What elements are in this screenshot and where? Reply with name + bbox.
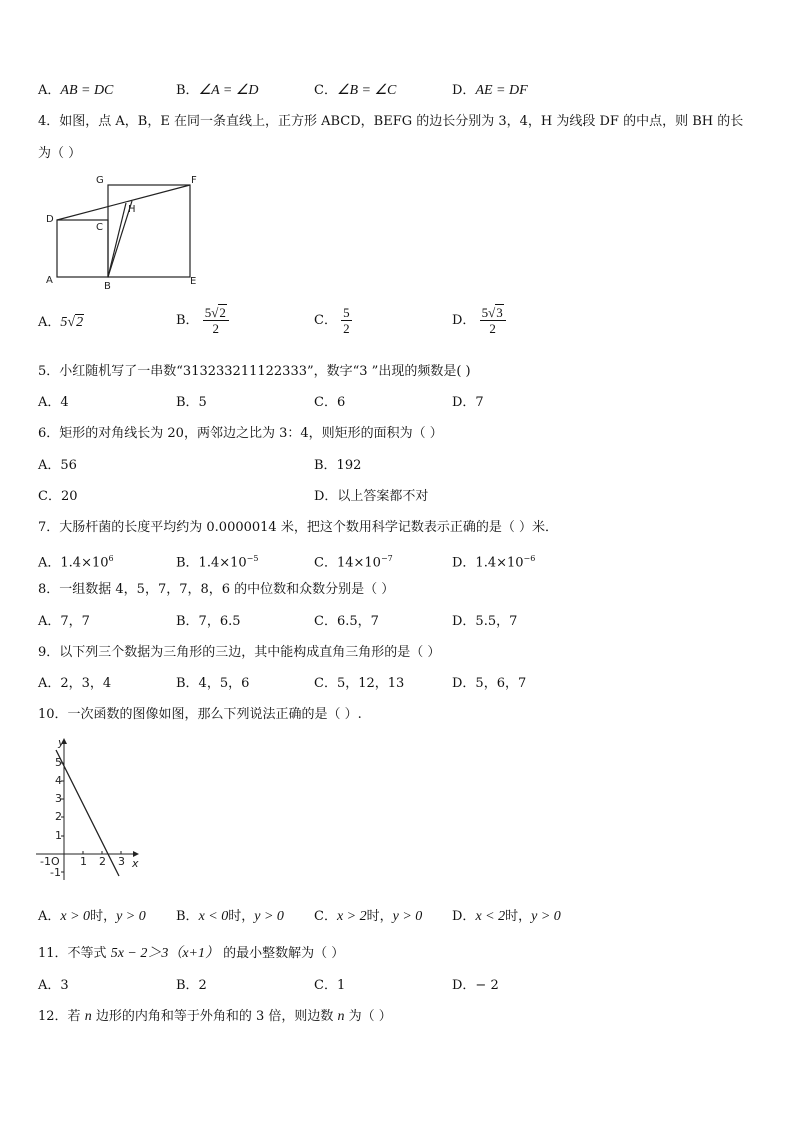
q7-option-c — [314, 550, 393, 572]
exponent: 6 — [108, 554, 114, 563]
stem-math: n — [337, 1009, 345, 1024]
q12-stem — [38, 1008, 392, 1026]
option-math: x > 0 — [60, 909, 91, 924]
q3-option-c — [314, 82, 396, 100]
stem-text: 11．不等式 — [38, 946, 111, 961]
option-text: 时， — [505, 909, 532, 924]
q8-option-b: B．7，6.5 — [176, 614, 241, 629]
q9-option-b: B．4，5，6 — [176, 676, 250, 691]
option-label: C． — [314, 83, 337, 98]
q8-stem: 8．一组数据 4，5，7，7，8，6 的中位数和众数分别是（ ） — [38, 582, 395, 597]
q8-option-c: C．6.5，7 — [314, 614, 379, 629]
option-math2: y > 0 — [531, 909, 561, 924]
exponent: −7 — [380, 554, 393, 563]
q4-option-b — [176, 305, 229, 336]
stem-math: 5x − 2＞3（x+1） — [110, 946, 220, 961]
segment-bh — [108, 203, 126, 277]
stem-text: 边形的内角和等于外角和的 3 倍，则边数 — [91, 1009, 338, 1024]
tick-neg1: -1 — [50, 866, 61, 879]
option-label: B． — [176, 313, 199, 328]
label-e: E — [190, 276, 197, 287]
q5-option-d: D．7 — [452, 395, 484, 410]
coef: 5 — [481, 305, 489, 320]
option-text: 时， — [90, 909, 117, 924]
q11-option-c: C．1 — [314, 978, 346, 993]
q3-option-d — [452, 82, 528, 100]
q7-option-a — [38, 550, 114, 572]
q5-stem: 5．小红随机写了一串数“313233211122333”，数字“3 ”出现的频数是( ) — [38, 364, 471, 379]
q7-option-d — [452, 550, 535, 572]
x-axis-label: x — [132, 857, 139, 870]
option-math: x < 2 — [475, 909, 506, 924]
coef: 5 — [60, 315, 68, 330]
q3-option-b — [176, 82, 259, 100]
exponent: −5 — [246, 554, 259, 563]
stem-text: 为（ ） — [344, 1009, 392, 1024]
option-text: B．1.4×10 — [176, 555, 247, 571]
stem-text: 的最小整数解为（ ） — [219, 946, 345, 961]
q6-option-a: A．56 — [38, 458, 77, 473]
square-befg — [108, 185, 190, 277]
option-math: x < 0 — [198, 909, 229, 924]
option-text: 时， — [228, 909, 255, 924]
coef: 5 — [204, 305, 212, 320]
q8-option-d: D．5.5，7 — [452, 614, 518, 629]
q4-stem-line2: 为（ ） — [38, 146, 82, 161]
label-a: A — [46, 275, 53, 286]
q8-option-a: A．7，7 — [38, 614, 90, 629]
q10-option-a — [38, 908, 146, 926]
option-math: x > 2 — [336, 909, 367, 924]
q11-option-a: A．3 — [38, 978, 69, 993]
denominator: 2 — [489, 321, 496, 336]
option-text: C．14×10 — [314, 555, 381, 571]
label-f: F — [191, 175, 197, 186]
q6-stem: 6．矩形的对角线长为 20，两邻边之比为 3：4，则矩形的面积为（ ） — [38, 426, 443, 441]
fraction — [341, 305, 352, 336]
radicand: 3 — [496, 305, 503, 320]
denominator: 2 — [343, 321, 350, 336]
q5-option-c: C．6 — [314, 395, 346, 410]
option-label: B． — [176, 83, 199, 98]
option-math: AB = DC — [60, 83, 114, 98]
q5-option-a: A．4 — [38, 395, 69, 410]
q11-option-d: D．− 2 — [452, 978, 499, 993]
q10-option-b — [176, 908, 284, 926]
option-math2: y > 0 — [392, 909, 423, 924]
numerator: 5 — [343, 305, 350, 320]
option-label: A． — [38, 909, 61, 924]
tick-3: 3 — [55, 792, 62, 805]
q6-option-d: D．以上答案都不对 — [314, 489, 429, 504]
q9-option-a: A．2，3，4 — [38, 676, 112, 691]
tick-2: 2 — [55, 810, 62, 823]
tick-5: 5 — [55, 756, 62, 769]
label-h: H — [128, 204, 136, 215]
option-label: D． — [452, 83, 476, 98]
label-b: B — [104, 281, 111, 292]
q4-stem-line1: 4．如图，点 A，B，E 在同一条直线上，正方形 ABCD，BEFG 的边长分别为 3，4，H 为线段 DF 的中点，则 BH 的长 — [38, 114, 744, 129]
option-label: D． — [452, 313, 476, 328]
exponent: −6 — [523, 554, 536, 563]
tick-x3: 3 — [118, 855, 125, 868]
fraction: $\frac{5√3}{2}$ — [480, 305, 506, 336]
option-label: A． — [38, 83, 61, 98]
q7-stem: 7．大肠杆菌的长度平均约为 0.0000014 米，把这个数用科学记数表示正确的是（ ）米． — [38, 520, 558, 535]
denominator: 2 — [212, 321, 220, 336]
q9-option-c: C．5，12，13 — [314, 676, 405, 691]
q10-stem: 10．一次函数的图像如图，那么下列说法正确的是（ ）. — [38, 707, 362, 722]
tick-1: 1 — [55, 829, 62, 842]
tick-origin: -1O — [40, 855, 60, 868]
q4-option-d — [452, 305, 506, 336]
q4-option-a: A．5√2 — [38, 315, 84, 330]
option-math2: y > 0 — [116, 909, 146, 924]
option-math: ∠B = ∠C — [336, 83, 397, 98]
q9-stem: 9．以下列三个数据为三角形的三边，其中能构成直角三角形的是（ ） — [38, 645, 441, 660]
q9-option-d: D．5，6，7 — [452, 676, 527, 691]
radicand: 2 — [219, 305, 226, 320]
q4-option-c — [314, 305, 352, 336]
q11-stem — [38, 945, 344, 963]
q10-option-c — [314, 908, 422, 926]
option-label: D． — [452, 909, 476, 924]
option-math: ∠A = ∠D — [198, 83, 259, 98]
q7-option-b — [176, 550, 258, 572]
option-label: C． — [314, 313, 337, 328]
stem-math: n — [84, 1009, 92, 1024]
tick-x1: 1 — [80, 855, 87, 868]
stem-text: 12．若 — [38, 1009, 85, 1024]
label-c: C — [96, 222, 103, 233]
option-text: 时， — [366, 909, 393, 924]
option-math: AE = DF — [475, 83, 528, 98]
option-text: A．1.4×10 — [38, 555, 109, 571]
label-g: G — [96, 175, 104, 186]
fraction: $\frac{5√2}{2}$ — [203, 305, 229, 336]
q3-option-a — [38, 82, 113, 100]
q5-option-b: B．5 — [176, 395, 207, 410]
q4-figure — [40, 168, 210, 293]
function-line — [56, 750, 119, 876]
option-text: D．1.4×10 — [452, 555, 524, 571]
option-label: C． — [314, 909, 337, 924]
tick-4: 4 — [55, 774, 62, 787]
q6-option-b: B．192 — [314, 458, 362, 473]
q10-graph — [36, 735, 146, 885]
tick-x2: 2 — [99, 855, 106, 868]
label-d: D — [46, 214, 54, 225]
radicand: 2 — [76, 315, 84, 330]
q11-option-b: B．2 — [176, 978, 207, 993]
option-label: B． — [176, 909, 199, 924]
q6-option-c: C．20 — [38, 489, 78, 504]
q10-option-d — [452, 908, 561, 926]
option-math2: y > 0 — [254, 909, 284, 924]
y-axis-label: y — [58, 736, 65, 749]
option-label: A． — [38, 315, 61, 330]
